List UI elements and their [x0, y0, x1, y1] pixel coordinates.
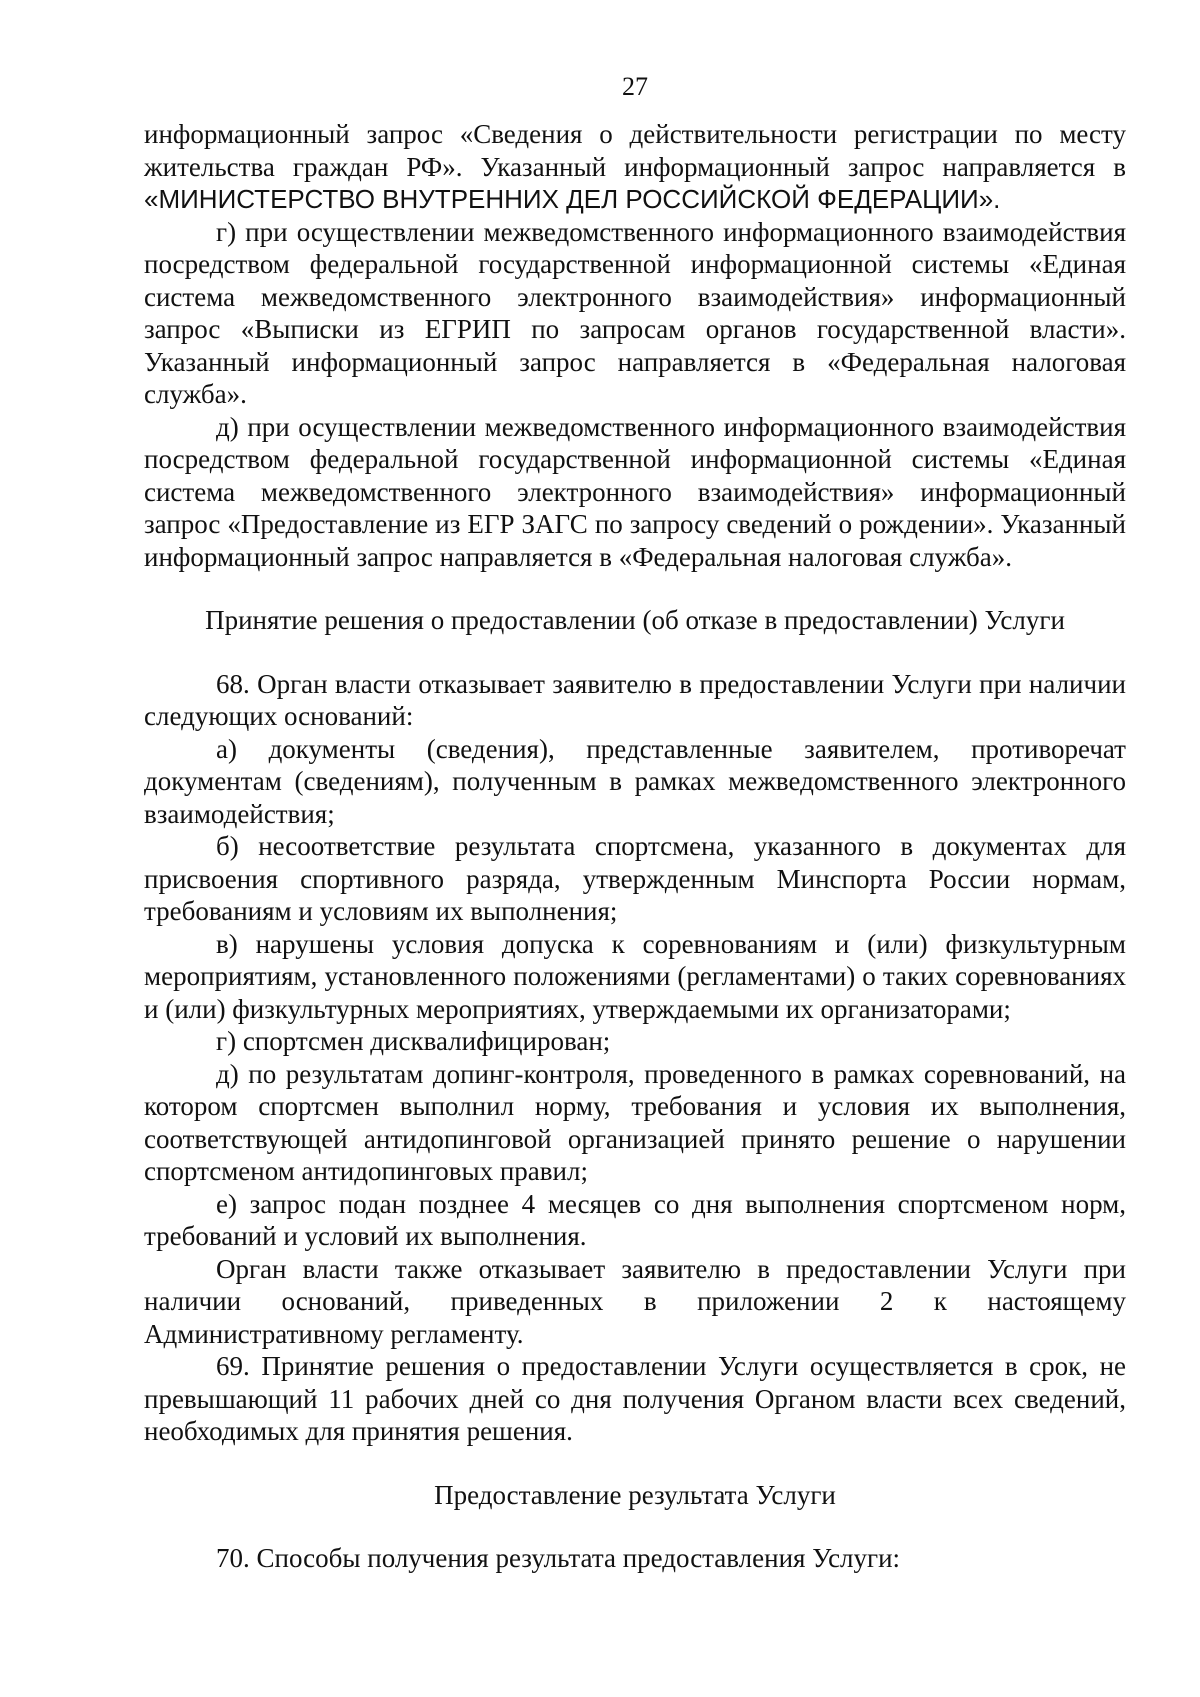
paragraph-mvd-request — [144, 118, 1126, 216]
paragraph-68-item-d: д) по результатам допинг-контроля, проведенного в рамках соревнований, на котором спортсмен выполнил норму, требования и условия их выполнения, соответствующей антидопинговой организацией принято решение о нарушении спортсменом антидопинговых правил; — [144, 1058, 1126, 1186]
paragraph-68: 68. Орган власти отказывает заявителю в предоставлении Услуги при наличии следующих оснований: — [144, 668, 1126, 731]
ministry-name: «МИНИСТЕРСТВО ВНУТРЕННИХ ДЕЛ РОССИЙСКОЙ ФЕДЕРАЦИИ». — [144, 184, 1001, 214]
paragraph-68-item-v: в) нарушены условия допуска к соревнованиям и (или) физкультурным мероприятиям, установленного положениями (регламентами) о таких соревнованиях и (или) физкультурных мероприятиях, утверждаемыми их организаторами; — [144, 928, 1126, 1024]
section-heading-result: Предоставление результата Услуги — [434, 1479, 836, 1510]
paragraph-68-item-b: б) несоответствие результата спортсмена, указанного в документах для присвоения спортивного разряда, утвержденным Минспорта России нормам, требованиям и условиям их выполнения; — [144, 831, 1126, 926]
document-body — [144, 118, 1126, 1575]
paragraph-item-g-egrip: г) при осуществлении межведомственного информационного взаимодействия посредством федеральной государственной информационной системы «Единая система межведомственного электронного взаимодействия» информационный запрос «Выписки из ЕГРИП по запросам органов государственной власти». Указанный информационный запрос направляется в «Федеральная налоговая служба». — [144, 216, 1126, 409]
paragraph-text: информационный запрос «Сведения о действительности регистрации по месту жительства граждан РФ». Указанный информационный запрос направляется в — [144, 119, 1126, 182]
paragraph-item-d-zags: д) при осуществлении межведомственного информационного взаимодействия посредством федеральной государственной информационной системы «Единая система межведомственного электронного взаимодействия» информационный запрос «Предоставление из ЕГР ЗАГС по запросу сведений о рождении». Указанный информационный запрос направляется в «Федеральная налоговая служба». — [144, 411, 1126, 572]
paragraph-69: 69. Принятие решения о предоставлении Услуги осуществляется в срок, не превышающий 11 рабочих дней со дня получения Органом власти всех сведений, необходимых для принятия решения. — [144, 1351, 1126, 1446]
paragraph-68-additional: Орган власти также отказывает заявителю в предоставлении Услуги при наличии оснований, приведенных в приложении 2 к настоящему Административному регламенту. — [144, 1253, 1126, 1349]
paragraph-68-item-a: а) документы (сведения), представленные заявителем, противоречат документам (сведениям), полученным в рамках межведомственного электронного взаимодействия; — [144, 733, 1126, 829]
paragraph-68-item-g: г) спортсмен дисквалифицирован; — [216, 1026, 611, 1056]
paragraph-68-item-e: е) запрос подан позднее 4 месяцев со дня выполнения спортсменом норм, требований и условий их выполнения. — [144, 1188, 1126, 1251]
paragraph-70: 70. Способы получения результата предоставления Услуги: — [216, 1543, 901, 1573]
page-number: 27 — [622, 72, 648, 101]
section-heading-decision: Принятие решения о предоставлении (об отказе в предоставлении) Услуги — [205, 605, 1065, 635]
